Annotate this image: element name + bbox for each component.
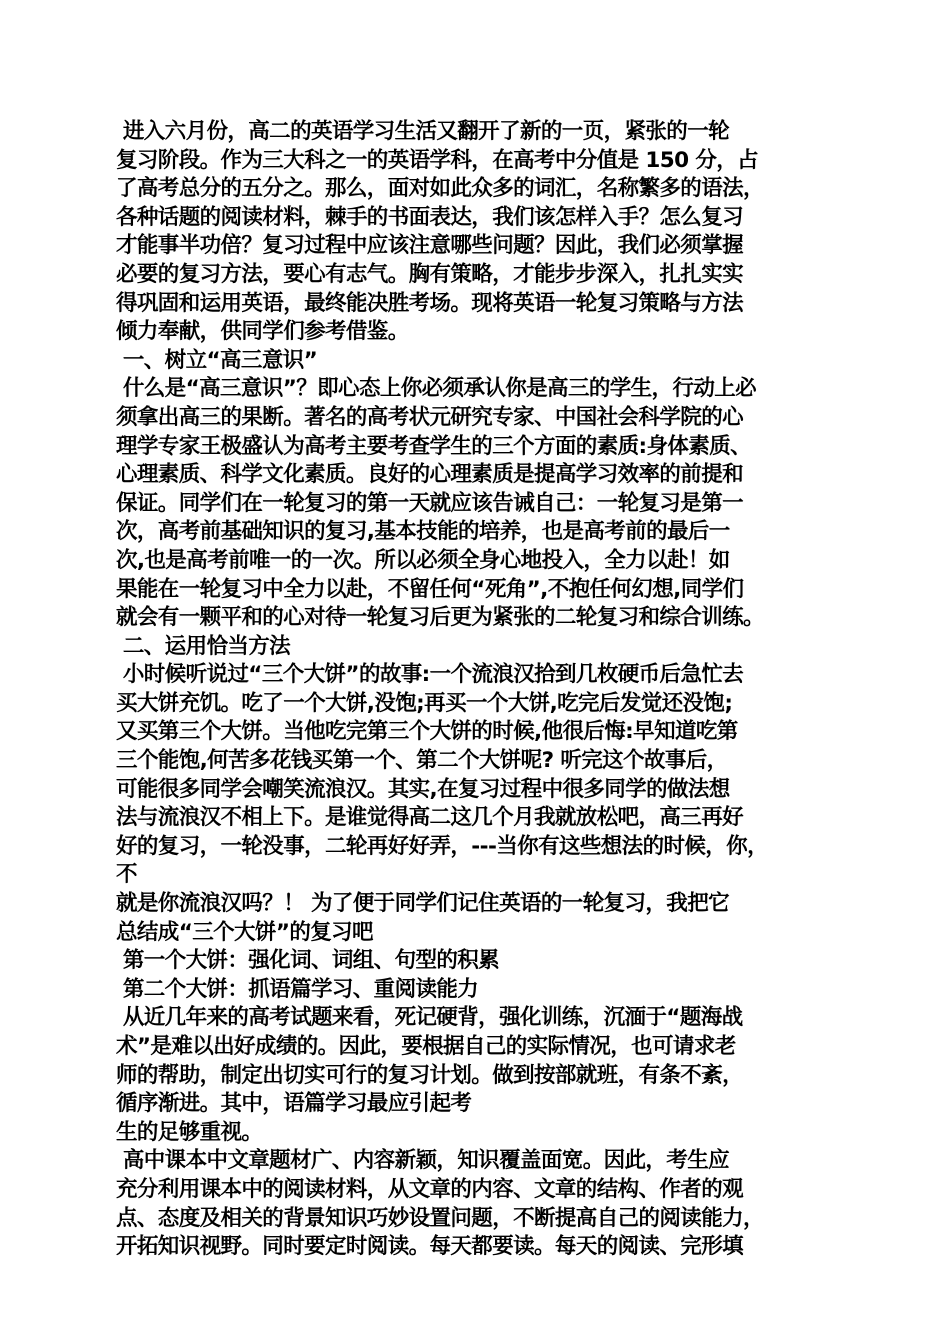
text-line: 总结成“三个大饼”的复习吧: [116, 919, 373, 945]
text-line: 就会有一颗平和的心对待一轮复习后更为紧张的二轮复习和综合训练。: [116, 605, 764, 631]
text-line: 循序渐进。其中，语篇学习最应引起考: [116, 1091, 472, 1117]
text-line: 就是你流浪汉吗？！ 为了便于同学们记住英语的一轮复习，我把它: [116, 891, 729, 917]
section-heading: 一、树立“高三意识”: [116, 347, 318, 373]
text-line: 第二个大饼：抓语篇学习、重阅读能力: [116, 976, 479, 1002]
text-line: 充分利用课本中的阅读材料，从文章的内容、文章的结构、作者的观: [116, 1176, 744, 1202]
text-line: 又买第三个大饼。当他吃完第三个大饼的时候,他很后悔:早知道吃第: [116, 719, 738, 745]
text-line: 须拿出高三的果断。著名的高考状元研究专家、中国社会科学院的心: [116, 404, 744, 430]
text-line: 三个能饱,何苦多花钱买第一个、第二个大饼呢? 听完这个故事后，: [116, 748, 728, 774]
text-line: 各种话题的阅读材料，棘手的书面表达，我们该怎样入手？怎么复习: [116, 204, 744, 230]
text-line: 了高考总分的五分之。那么，面对如此众多的词汇，名称繁多的语法，: [116, 176, 764, 202]
text-line: 倾力奉献，供同学们参考借鉴。: [116, 319, 409, 345]
text-line: 好的复习，一轮没事，二轮再好好弄，---当你有这些想法的时候，你，: [116, 833, 768, 859]
text-line: 才能事半功倍？复习过程中应该注意哪些问题？因此，我们必须掌握: [116, 233, 744, 259]
text-line: 得巩固和运用英语，最终能决胜考场。现将英语一轮复习策略与方法: [116, 290, 744, 316]
text-line: 高中课本中文章题材广、内容新颖，知识覆盖面宽。因此，考生应: [116, 1148, 729, 1174]
text-line: 理学专家王极盛认为高考主要考查学生的三个方面的素质:身体素质、: [116, 433, 752, 459]
text-line: 师的帮助，制定出切实可行的复习计划。做到按部就班，有条不紊，: [116, 1062, 744, 1088]
text-line: 从近几年来的高考试题来看，死记硬背，强化训练，沉湎于“题海战: [116, 1005, 743, 1031]
text-line: 可能很多同学会嘲笑流浪汉。其实,在复习过程中很多同学的做法想: [116, 776, 730, 802]
text-line: 第一个大饼：强化词、词组、句型的积累: [116, 948, 500, 974]
text-line: 次，高考前基础知识的复习,基本技能的培养，也是高考前的最后一: [116, 519, 730, 545]
text-line: 什么是“高三意识”？即心态上你必须承认你是高三的学生，行动上必: [116, 376, 757, 402]
text-line: 次,也是高考前唯一的一次。所以必须全身心地投入，全力以赴！如: [116, 547, 730, 573]
text-line: 复习阶段。作为三大科之一的英语学科，在高考中分值是 150 分，占: [116, 147, 759, 173]
text-line: 术”是难以出好成绩的。因此，要根据自己的实际情况，也可请求老: [116, 1034, 736, 1059]
text-line: 买大饼充饥。吃了一个大饼,没饱;再买一个大饼,吃完后发觉还没饱;: [116, 690, 733, 716]
text-line: 必要的复习方法，要心有志气。胸有策略，才能步步深入，扎扎实实: [116, 261, 744, 287]
text-line: 保证。同学们在一轮复习的第一天就应该告诫自己：一轮复习是第一: [116, 490, 744, 516]
text-line: 进入六月份，高二的英语学习生活又翻开了新的一页，紧张的一轮: [116, 119, 729, 144]
section-heading: 二、运用恰当方法: [116, 633, 291, 659]
text-line: 点、态度及相关的背景知识巧妙设置问题，不断提高自己的阅读能力，: [116, 1205, 764, 1231]
document-body: [116, 118, 856, 1262]
text-line: 法与流浪汉不相上下。是谁觉得高二这几个月我就放松吧，高三再好: [116, 805, 744, 831]
text-line: 小时候听说过“三个大饼”的故事:一个流浪汉拾到几枚硬币后急忙去: [116, 662, 744, 688]
text-line: 生的足够重视。: [116, 1119, 263, 1145]
text-line: 开拓知识视野。同时要定时阅读。每天都要读。每天的阅读、完形填: [116, 1234, 744, 1260]
text-line: 果能在一轮复习中全力以赴，不留任何“死角”,不抱任何幻想,同学们: [116, 576, 744, 602]
text-line: 心理素质、科学文化素质。良好的心理素质是提高学习效率的前提和: [116, 462, 744, 488]
text-line: 不: [116, 862, 137, 888]
